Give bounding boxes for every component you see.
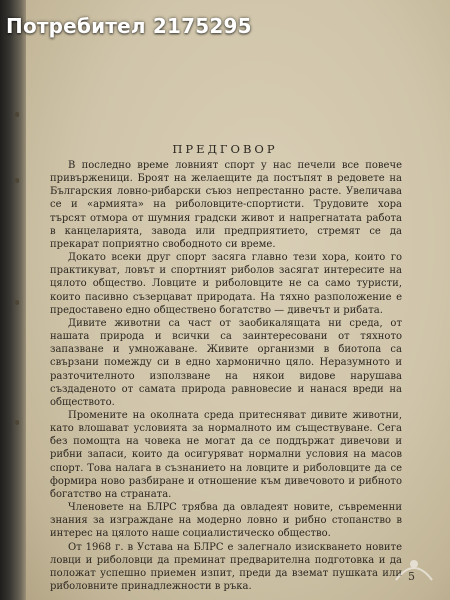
page-number: 5 (408, 570, 415, 583)
paragraph: Членовете на БЛРС трябва да овладеят новите, съвременни знания за изграждане на модерно ловно и рибно стопанство в интерес на цялото наше социалистическо общество. (50, 502, 402, 540)
paragraph: Дивите животни са част от заобикалящата ни среда, от нашата природа и всички са заинтересовани от тяхното запазване и умножаване. Живите организми в биотопа са свързани помежду си в едно хармонично цяло. Неразумното и разточителното използване на някои видове нарушава създаденото от самата природа равновесие и нанася вреди на обществото. (50, 317, 402, 408)
paragraph: Промените на околната среда притесняват дивите животни, като влошават условията за нормалното им съществуване. Сега без помощта на човека не могат да се поддържат дивечови и рибни запаси, които да осигуряват нормални условия на масов спорт. Това налага в съзнанието на ловците и риболовците да се формира ново разбиране и отношение към дивечовото и рибното богатство на страната. (50, 409, 402, 500)
seller-watermark: Потребител 2175295 (6, 14, 252, 38)
page-heading: ПРЕДГОВОР (172, 142, 278, 156)
paragraph: Докато всеки друг спорт засяга главно тези хора, които го практикуват, ловът и спортният риболов засягат интересите на цялото общество. Ловците и риболовците не са само туристи, които пасивно съзерцават природата. На тяхно разположение е предоставено едно обществено богатство — дивечът и рибата. (50, 252, 402, 316)
book-spine (0, 0, 26, 600)
paragraph: В последно време ловният спорт у нас печели все повече привърженици. Броят на желаещите да постъпят в редовете на Българския ловно-рибарски съюз непрестанно расте. Увеличава се и «армията» на риболовците-спортисти. Трудовите хора търсят отмора от шумния градски живот и напрегнатата работа в канцеларията, завода или предприятието, стремят се да прекарат поприятно свободното си време. (50, 160, 402, 250)
body-text (50, 159, 402, 593)
paragraph: От 1968 г. в Устава на БЛРС е залегнало изискването новите ловци и риболовци да преминат предварителна подготовка и да положат успешно приемен изпит, преди да вземат пушката или риболовните принадлежности в ръка. (50, 541, 402, 592)
